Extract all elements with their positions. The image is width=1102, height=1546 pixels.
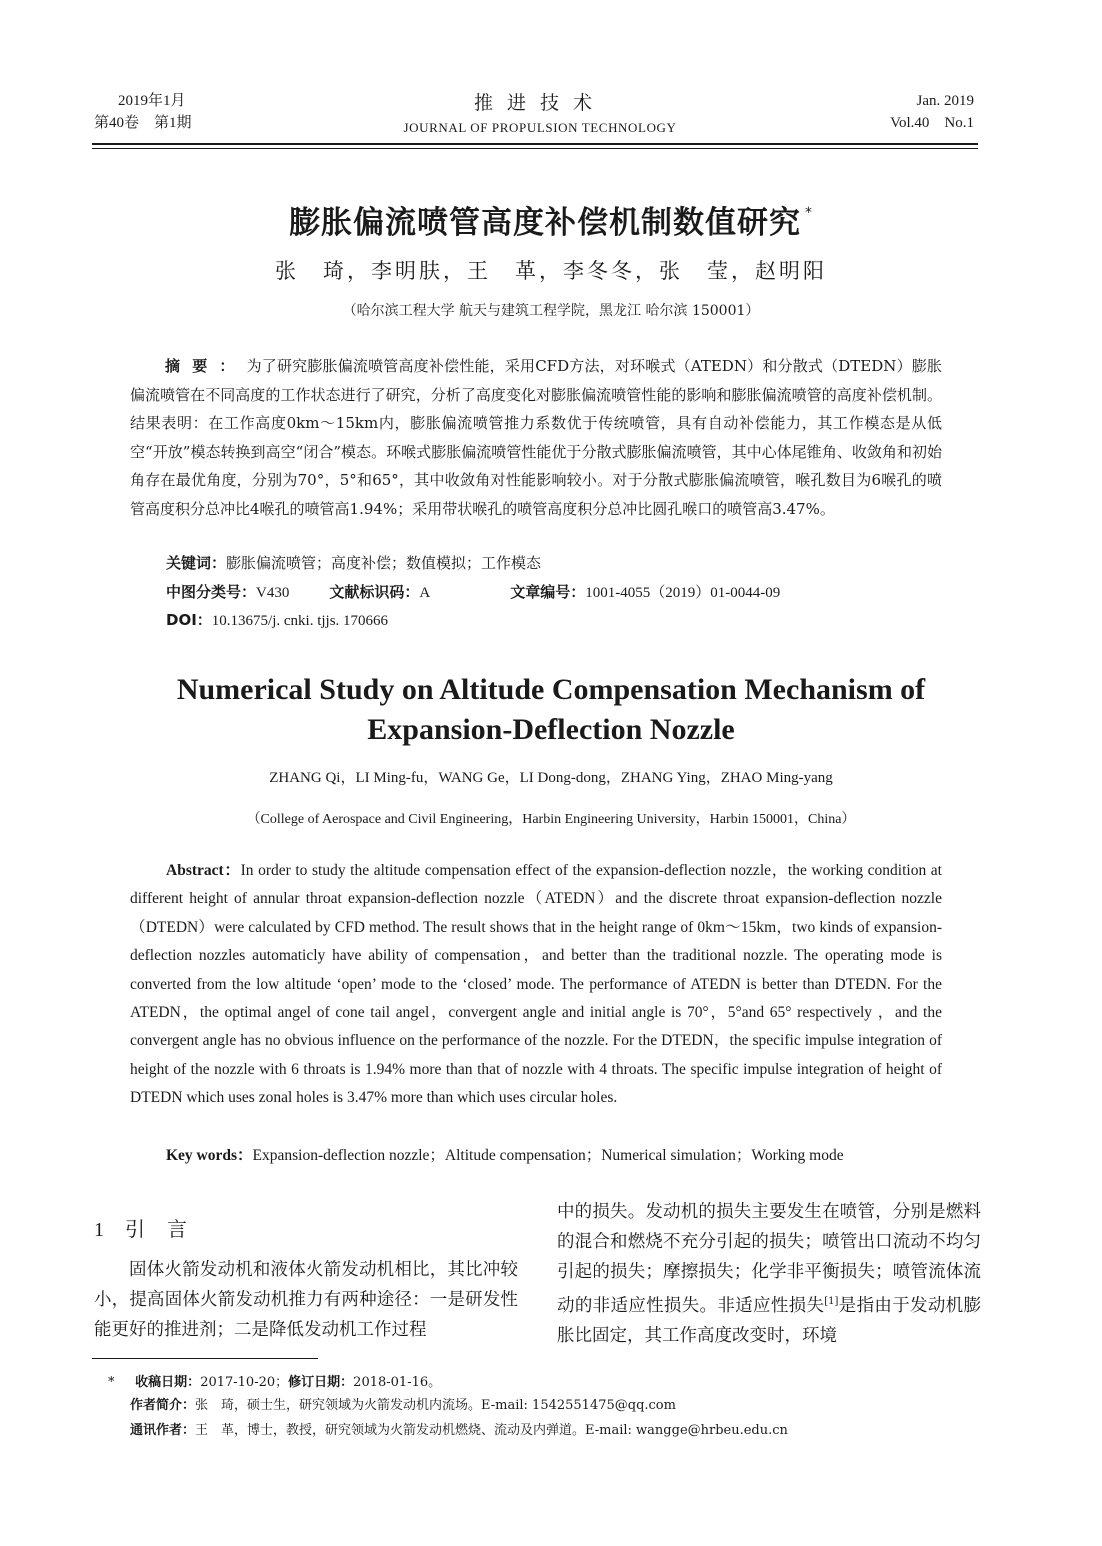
paper-title-cn-text: 膨胀偏流喷管高度补偿机制数值研究 [289, 205, 801, 241]
doc-code-value: A [419, 585, 431, 601]
footnote-corresponding [130, 1419, 788, 1443]
footnote-dates [108, 1371, 441, 1395]
header-issue-en [890, 90, 974, 134]
received-label: 收稿日期： [135, 1375, 201, 1390]
author-intro-label: 作者简介： [130, 1398, 196, 1413]
classification-line [166, 578, 780, 607]
body-right-text-a: 中的损失。发动机的损失主要发生在喷管，分别是燃料的混合和燃烧不充分引起的损失；喷管出口流动不均匀引起的损失；摩擦损失；化学非平衡损失；喷管流体流动的非适应性损失。非适应性损失 [557, 1202, 981, 1316]
body-paragraph: 固体火箭发动机和液体火箭发动机相比，其比冲较小，提高固体火箭发动机推力有两种途径：一是研发性能更好的推进剂；二是降低发动机工作过程 [94, 1260, 518, 1340]
header-rule-thick [92, 143, 978, 145]
abstract-cn-text: 为了研究膨胀偏流喷管高度补偿性能，采用CFD方法，对环喉式（ATEDN）和分散式（DTEDN）膨胀偏流喷管在不同高度的工作状态进行了研究，分析了高度变化对膨胀偏流喷管性能的影响和膨胀偏流喷管的高度补偿机制。结果表明：在工作高度0km～15km内，膨胀偏流喷管推力系数优于传统喷管，具有自动补偿能力，其工作模态是从低空“开放”模态转换到高空“闭合”模态。环喉式膨胀偏流喷管性能优于分散式膨胀偏流喷管，其中心体尾锥角、收敛角和初始角存在最优角度，分别为70°，5°和65°，其中收敛角对性能影响较小。对于分散式膨胀偏流喷管，喉孔数目为6喉孔的喷管高度积分总冲比4喉孔的喷管高1.94%；采用带状喉孔的喷管高度积分总冲比圆孔喉口的喷管高3.47%。 [130, 357, 942, 518]
journal-name-en: JOURNAL OF PROPULSION TECHNOLOGY [403, 120, 677, 135]
header-volume-en: Vol.40 No.1 [890, 115, 974, 131]
affiliation-cn: （哈尔滨工程大学 航天与建筑工程学院，黑龙江 哈尔滨 150001） [342, 303, 760, 319]
journal-masthead [300, 90, 780, 138]
header-date-en: Jan. 2019 [916, 93, 974, 109]
footnote-author [130, 1394, 676, 1418]
abstract-en-text: In order to study the altitude compensation effect of the expansion-deflection nozzle，the working condition at different height of annular throat expansion-deflection nozzle（ATEDN）and the discrete throat expansion-deflection nozzle（DTEDN）were calculated by CFD method. The result shows that in the height range of 0km～15km，two kinds of expansion-deflection nozzles automaticly have ability of compensation，and better than the traditional nozzle. The operating mode is converted from the low altitude ‘open’ mode to the ‘closed’ mode. The performance of ATEDN is better than DTEDN. For the ATEDN，the optimal angel of cone tail angel，convergent angle and initial angle is 70°，5°and 65° respectively ，and the convergent angle has no obvious influence on the performance of the nozzle. For the DTEDN，the specific impulse integration of height of the nozzle with 6 throats is 1.94% more than that of nozzle with 4 throats. The specific impulse integration of height of DTEDN which uses zonal holes is 3.47% more than which uses circular holes. [130, 862, 942, 1107]
author-intro-value: 张 琦，硕士生，研究领域为火箭发动机内流场。E-mail: 1542551475@qq.com [195, 1398, 676, 1413]
keywords-en [166, 1142, 844, 1170]
paper-title-en-line1: Numerical Study on Altitude Compensation Mechanism of [176, 673, 926, 706]
abstract-cn [130, 352, 942, 523]
header-date-cn: 2019年1月 [118, 93, 186, 109]
body-paragraph-continued [557, 1197, 981, 1351]
body-column-right [557, 1197, 981, 1351]
article-number-value: 1001-4055（2019）01-0044-09 [585, 585, 781, 601]
clc-value: V430 [256, 585, 290, 601]
doc-code-label: 文献标识码： [329, 583, 420, 601]
paper-title-en-line2: Expansion-Deflection Nozzle [367, 713, 735, 746]
corresponding-value: 王 革，博士，教授，研究领域为火箭发动机燃烧、流动及内弹道。E-mail: wangge@hrbeu.edu.cn [195, 1423, 788, 1438]
keywords-en-text: Expansion-deflection nozzle；Altitude compensation；Numerical simulation；Working mode [252, 1147, 844, 1164]
doi-label: DOI： [166, 611, 212, 629]
revised-label: 修订日期： [288, 1375, 354, 1390]
revised-value: 2018-01-16。 [353, 1375, 442, 1390]
header-issue-cn [94, 90, 192, 134]
authors-en: ZHANG Qi，LI Ming-fu，WANG Ge，LI Dong-dong，ZHANG Ying，ZHAO Ming-yang [269, 770, 833, 786]
footnote-mark: * [108, 1375, 115, 1390]
received-value: 2017-10-20； [200, 1375, 289, 1390]
section-number: 1 [94, 1219, 105, 1241]
section-title: 引 言 [125, 1217, 188, 1241]
clc-label: 中图分类号： [166, 583, 257, 601]
body-right-text-b: 是指由于发动机膨胀比固定，其工作高度改变时，环境 [557, 1295, 982, 1346]
header-rule-thin [92, 148, 978, 149]
keywords-cn-label: 关键词： [166, 554, 227, 572]
paper-title-cn [60, 197, 1042, 242]
paper-title-en [60, 670, 1042, 750]
header-volume-cn: 第40卷 第1期 [94, 115, 192, 131]
title-footnote-mark: * [805, 205, 813, 221]
doi-value: 10.13675/j. cnki. tjjs. 170666 [211, 613, 389, 629]
keywords-cn-text: 膨胀偏流喷管；高度补偿；数值模拟；工作模态 [226, 554, 542, 572]
keywords-cn [166, 549, 541, 577]
citation-ref[interactable]: [1] [824, 1296, 839, 1307]
abstract-en [130, 857, 942, 1113]
abstract-cn-label: 摘要： [165, 357, 247, 375]
article-number-label: 文章编号： [510, 583, 586, 601]
doi-line [166, 606, 388, 635]
section-heading [94, 1213, 188, 1242]
corresponding-label: 通讯作者： [130, 1423, 196, 1438]
keywords-en-label: Key words： [166, 1147, 253, 1164]
body-column-left [94, 1255, 518, 1345]
footnote-rule [92, 1358, 318, 1359]
abstract-en-label: Abstract： [166, 862, 241, 879]
affiliation-en: （College of Aerospace and Civil Engineering，Harbin Engineering University，Harbin 150001，China） [246, 812, 856, 827]
journal-name-cn: 推进技术 [473, 92, 606, 114]
authors-cn: 张 琦，李明肤，王 革，李冬冬，张 莹，赵明阳 [275, 259, 827, 283]
